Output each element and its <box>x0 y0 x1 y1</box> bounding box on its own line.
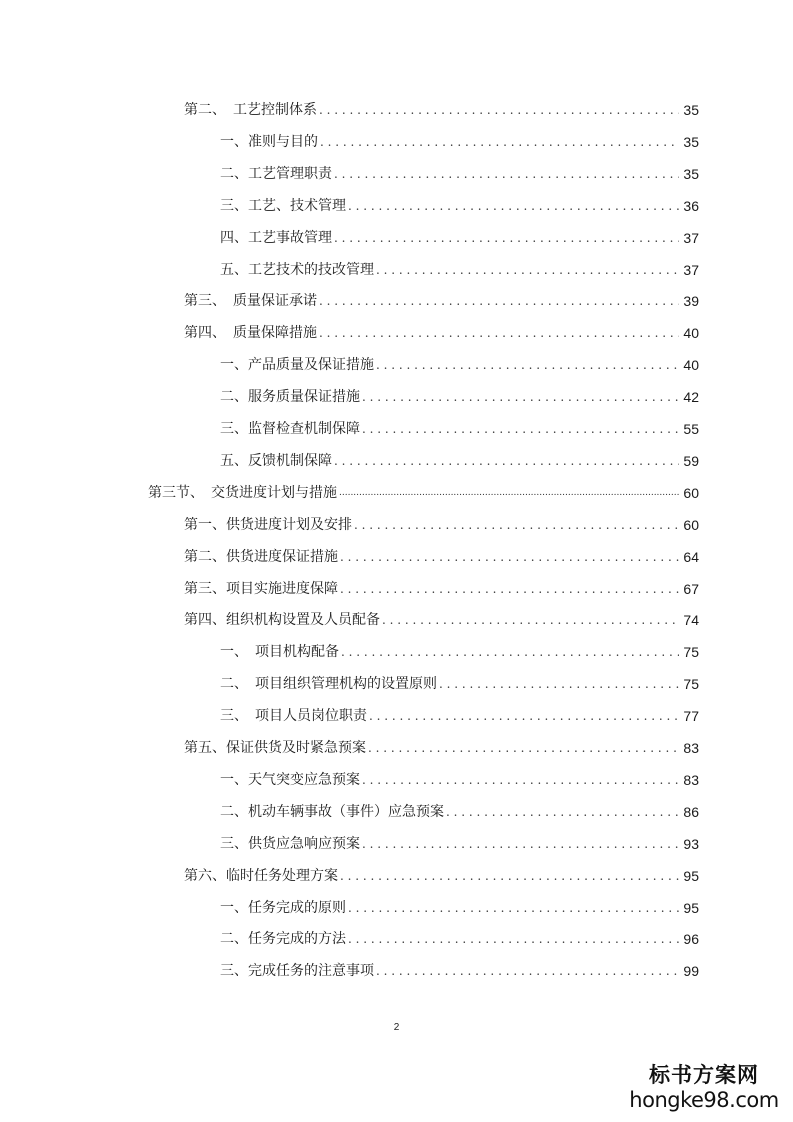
toc-entry[interactable] <box>184 545 699 567</box>
toc-dot-leader <box>362 770 679 790</box>
toc-entry-label: 三、供货应急响应预案 <box>220 836 360 852</box>
toc-entry[interactable] <box>220 449 699 471</box>
watermark-logo <box>629 1062 779 1112</box>
toc-entry-label: 二、任务完成的方法 <box>220 931 346 947</box>
toc-entry-page: 37 <box>683 230 699 246</box>
toc-entry[interactable] <box>184 736 699 758</box>
toc-dot-leader <box>376 260 679 280</box>
toc-entry-page: 96 <box>683 931 699 947</box>
toc-dot-leader <box>334 164 679 184</box>
toc-entry[interactable] <box>220 704 699 726</box>
toc-entry-label: 三、监督检查机制保障 <box>220 421 360 437</box>
toc-dot-leader <box>369 706 679 726</box>
toc-dot-leader <box>334 451 679 471</box>
toc-dot-leader <box>340 579 679 599</box>
toc-dot-leader <box>339 483 679 503</box>
toc-entry[interactable] <box>220 258 699 280</box>
toc-entry-page: 99 <box>683 963 699 979</box>
toc-dot-leader <box>348 196 679 216</box>
toc-entry[interactable] <box>184 98 699 120</box>
toc-entry-label: 四、工艺事故管理 <box>220 230 332 246</box>
toc-entry-label: 第六、临时任务处理方案 <box>184 868 338 884</box>
toc-entry[interactable] <box>220 353 699 375</box>
toc-entry-page: 37 <box>683 262 699 278</box>
toc-entry[interactable] <box>184 864 699 886</box>
toc-entry-page: 35 <box>683 166 699 182</box>
toc-entry-page: 86 <box>683 804 699 820</box>
toc-dot-leader <box>362 387 679 407</box>
toc-entry-label: 一、 项目机构配备 <box>220 644 339 660</box>
toc-dot-leader <box>340 866 679 886</box>
toc-entry-label: 一、天气突变应急预案 <box>220 772 360 788</box>
toc-dot-leader <box>382 610 679 630</box>
toc-entry-page: 67 <box>683 581 699 597</box>
toc-entry[interactable] <box>220 162 699 184</box>
toc-entry[interactable] <box>148 481 699 503</box>
toc-entry-label: 第二、供货进度保证措施 <box>184 549 338 565</box>
watermark-url: hongke98.com <box>629 1088 779 1112</box>
toc-dot-leader <box>319 291 679 311</box>
toc-entry-label: 二、工艺管理职责 <box>220 166 332 182</box>
toc-entry[interactable] <box>184 321 699 343</box>
toc-entry-page: 40 <box>683 325 699 341</box>
toc-entry[interactable] <box>184 289 699 311</box>
toc-entry-page: 42 <box>683 389 699 405</box>
toc-entry-label: 第三、 质量保证承诺 <box>184 293 317 309</box>
toc-entry-page: 60 <box>683 517 699 533</box>
toc-entry-page: 83 <box>683 772 699 788</box>
toc-entry-page: 39 <box>683 293 699 309</box>
toc-entry[interactable] <box>184 577 699 599</box>
toc-entry-label: 第四、 质量保障措施 <box>184 325 317 341</box>
watermark-title: 标书方案网 <box>649 1062 759 1087</box>
page-number: 2 <box>393 1022 400 1033</box>
toc-entry-page: 35 <box>683 134 699 150</box>
toc-entry-label: 第四、组织机构设置及人员配备 <box>184 612 380 628</box>
toc-entry-label: 第二、 工艺控制体系 <box>184 102 317 118</box>
toc-dot-leader <box>319 100 679 120</box>
toc-entry[interactable] <box>220 194 699 216</box>
toc-dot-leader <box>341 642 679 662</box>
toc-entry-label: 一、准则与目的 <box>220 134 318 150</box>
toc-dot-leader <box>368 738 679 758</box>
toc-dot-leader <box>376 961 679 981</box>
toc-entry[interactable] <box>220 672 699 694</box>
toc-entry-page: 83 <box>683 740 699 756</box>
toc-entry-label: 第三节、 交货进度计划与措施 <box>148 485 337 501</box>
toc-entry-page: 40 <box>683 357 699 373</box>
toc-dot-leader <box>439 674 679 694</box>
toc-entry[interactable] <box>220 896 699 918</box>
toc-entry[interactable] <box>220 226 699 248</box>
toc-entry[interactable] <box>220 832 699 854</box>
toc-entry-page: 60 <box>683 485 699 501</box>
toc-dot-leader <box>320 132 679 152</box>
toc-dot-leader <box>362 419 679 439</box>
toc-entry[interactable] <box>220 927 699 949</box>
toc-entry-page: 93 <box>683 836 699 852</box>
toc-entry-label: 一、产品质量及保证措施 <box>220 357 374 373</box>
toc-dot-leader <box>348 929 679 949</box>
toc-entry[interactable] <box>184 513 699 535</box>
toc-entry[interactable] <box>220 800 699 822</box>
toc-entry-page: 64 <box>683 549 699 565</box>
toc-entry-page: 77 <box>683 708 699 724</box>
toc-entry-label: 二、服务质量保证措施 <box>220 389 360 405</box>
toc-dot-leader <box>340 547 679 567</box>
toc-dot-leader <box>362 834 679 854</box>
toc-entry-label: 第一、供货进度计划及安排 <box>184 517 352 533</box>
toc-dot-leader <box>354 515 679 535</box>
toc-dot-leader <box>376 355 679 375</box>
toc-entry-label: 二、机动车辆事故（事件）应急预案 <box>220 804 444 820</box>
toc-entry-page: 35 <box>683 102 699 118</box>
toc-entry-label: 第三、项目实施进度保障 <box>184 581 338 597</box>
toc-dot-leader <box>446 802 679 822</box>
toc-entry-page: 95 <box>683 868 699 884</box>
toc-entry-page: 95 <box>683 900 699 916</box>
toc-entry-page: 59 <box>683 453 699 469</box>
toc-entry[interactable] <box>184 608 699 630</box>
toc-entry-label: 五、工艺技术的技改管理 <box>220 262 374 278</box>
toc-entry[interactable] <box>220 959 699 981</box>
toc-entry-label: 三、完成任务的注意事项 <box>220 963 374 979</box>
toc-entry-label: 一、任务完成的原则 <box>220 900 346 916</box>
toc-entry-page: 75 <box>683 644 699 660</box>
toc-entry-page: 74 <box>683 612 699 628</box>
toc-entry-label: 第五、保证供货及时紧急预案 <box>184 740 366 756</box>
toc-entry[interactable] <box>220 130 699 152</box>
toc-entry-label: 五、反馈机制保障 <box>220 453 332 469</box>
toc-entry[interactable] <box>220 768 699 790</box>
toc-entry-label: 三、 项目人员岗位职责 <box>220 708 367 724</box>
toc-dot-leader <box>319 323 679 343</box>
toc-entry-page: 75 <box>683 676 699 692</box>
toc-entry-label: 二、 项目组织管理机构的设置原则 <box>220 676 437 692</box>
toc-entry[interactable] <box>220 385 699 407</box>
toc-entry-page: 55 <box>683 421 699 437</box>
toc-dot-leader <box>334 228 679 248</box>
toc-dot-leader <box>348 898 679 918</box>
toc-entry-page: 36 <box>683 198 699 214</box>
toc-entry[interactable] <box>220 640 699 662</box>
toc-entry-label: 三、工艺、技术管理 <box>220 198 346 214</box>
toc-entry[interactable] <box>220 417 699 439</box>
